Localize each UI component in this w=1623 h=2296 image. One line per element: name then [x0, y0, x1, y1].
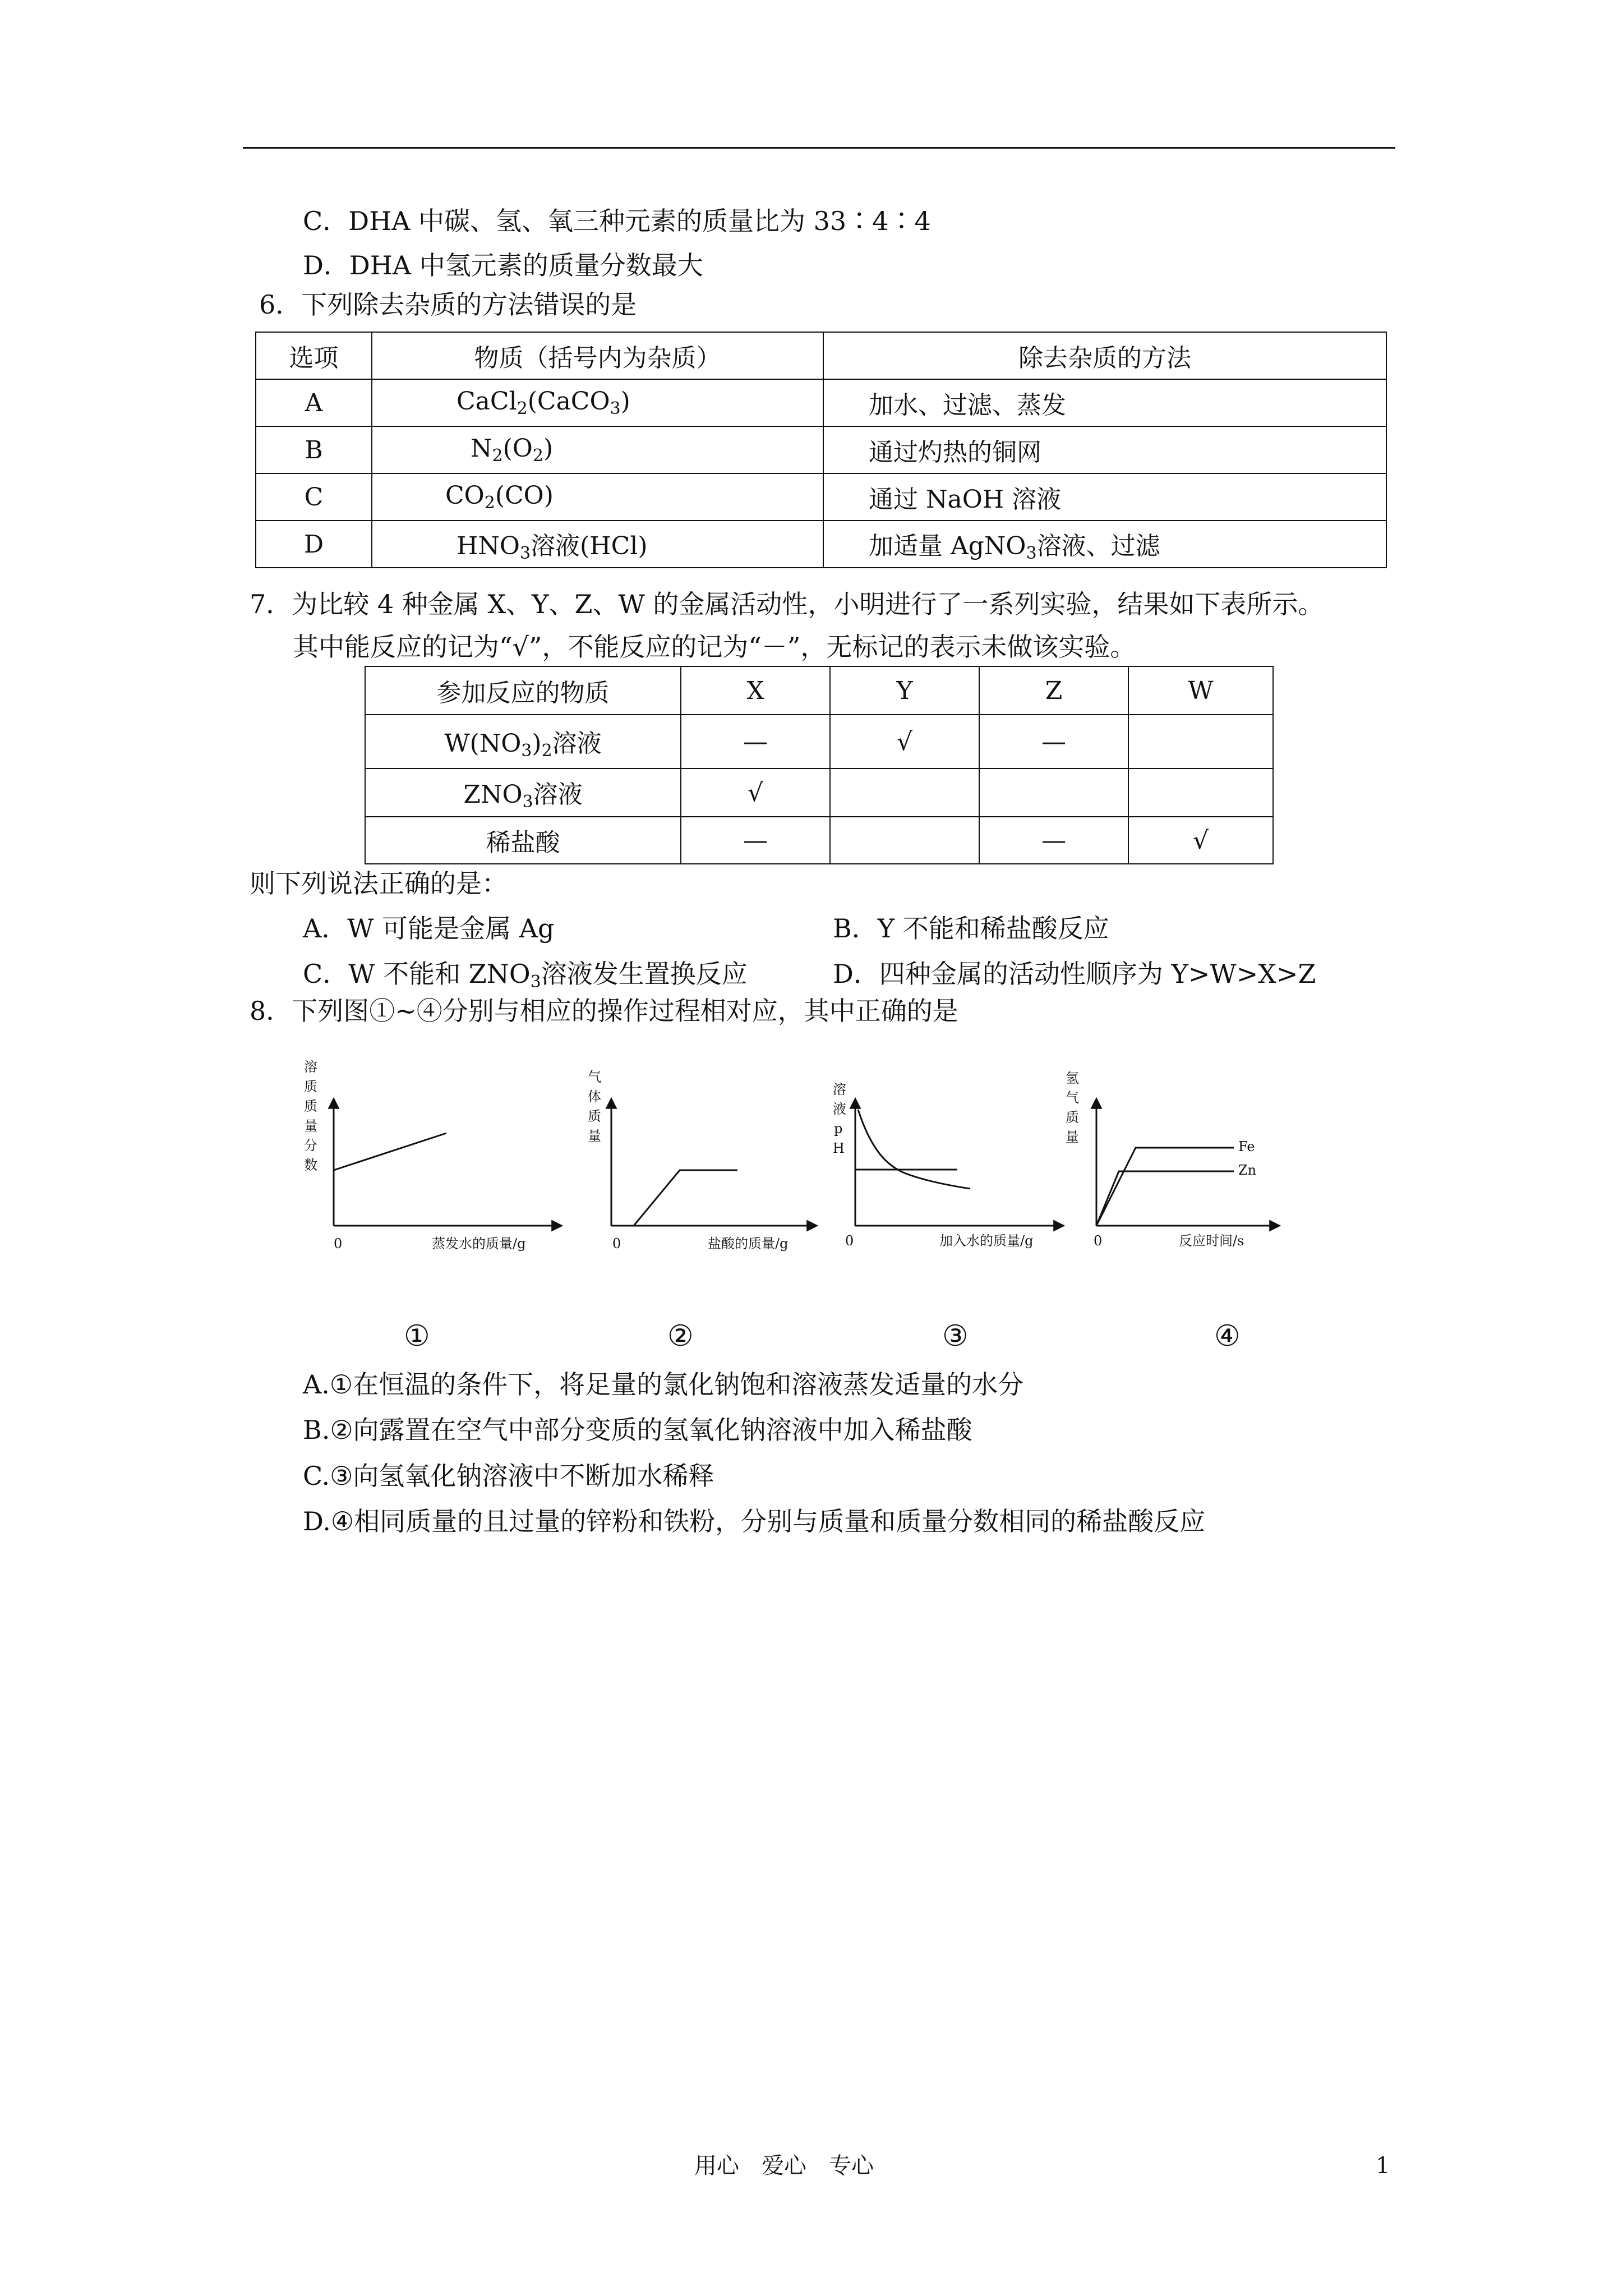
option-cell: A [256, 379, 372, 426]
y-axis-label [304, 1059, 317, 1173]
substance-cell: $N_2(O_2)$ [372, 426, 823, 473]
svg-text:气: 气 [588, 1069, 601, 1085]
method-cell: 通过灼热的铜网 [823, 426, 1386, 473]
result-cell [1128, 715, 1273, 769]
result-cell: — [681, 715, 830, 769]
chart-2-number: ② [667, 1319, 694, 1353]
origin-label: 0 [334, 1236, 343, 1251]
table-header-row [256, 332, 1386, 379]
q5-option-d: D．DHA 中氢元素的质量分数最大 [303, 250, 703, 280]
series-line [334, 1133, 446, 1170]
table-header: 参加反应的物质 [365, 666, 681, 715]
table-row [365, 817, 1273, 864]
y-axis-label [833, 1082, 846, 1156]
x-axis-label: 盐酸的质量/g [708, 1236, 789, 1251]
chart-4 [1054, 1055, 1290, 1262]
table-header: 除去杂质的方法 [823, 332, 1386, 379]
y-axis-label [1066, 1070, 1079, 1145]
table-header: 物质（括号内为杂质） [372, 332, 823, 379]
svg-text:量: 量 [1066, 1129, 1079, 1145]
table-row [256, 379, 1386, 426]
substance-cell: $HNO_3$溶液(HCl) [372, 521, 823, 568]
chart-4-number: ④ [1214, 1319, 1241, 1353]
chart-1-number: ① [404, 1319, 430, 1353]
x-axis-label: 蒸发水的质量/g [432, 1236, 526, 1251]
reagent-cell: $ZNO_3$溶液 [365, 769, 681, 817]
series-line [611, 1170, 737, 1226]
q6-table [255, 332, 1387, 568]
result-cell [979, 769, 1128, 817]
result-cell: √ [1128, 817, 1273, 864]
svg-text:质: 质 [1066, 1110, 1079, 1125]
result-cell [1128, 769, 1273, 817]
q7-stem-line2: 其中能反应的记为“√”，不能反应的记为“－”，无标记的表示未做该实验。 [293, 632, 1136, 662]
option-cell: B [256, 426, 372, 473]
svg-text:溶: 溶 [833, 1082, 846, 1097]
svg-text:质: 质 [588, 1108, 601, 1124]
svg-text:质: 质 [304, 1079, 317, 1094]
option-cell: D [256, 521, 372, 568]
x-axis-label: 反应时间/s [1179, 1233, 1244, 1249]
table-row [365, 769, 1273, 817]
series-line-zn [1096, 1171, 1234, 1226]
q7-option-c: C．W 不能和 $ZNO_3$溶液发生置换反应 [303, 959, 748, 992]
svg-text:气: 气 [1066, 1090, 1079, 1106]
series-label-zn: Zn [1238, 1162, 1257, 1178]
result-cell: √ [681, 769, 830, 817]
q8-option-d: D.④相同质量的且过量的锌粉和铁粉，分别与质量和质量分数相同的稀盐酸反应 [303, 1506, 1206, 1536]
result-cell [830, 769, 979, 817]
q5-option-c: C．DHA 中碳、氢、氧三种元素的质量比为 33∶4∶4 [303, 206, 931, 236]
svg-text:H: H [833, 1140, 845, 1156]
chart-1 [292, 1055, 572, 1262]
table-row [365, 715, 1273, 769]
result-cell: — [979, 817, 1128, 864]
q7-option-b: B．Y 不能和稀盐酸反应 [833, 913, 1109, 944]
origin-label: 0 [845, 1233, 854, 1249]
method-cell: 加水、过滤、蒸发 [823, 379, 1386, 426]
svg-text:量: 量 [304, 1118, 317, 1134]
q7-conclusion: 则下列说法正确的是： [250, 868, 508, 899]
chart-3-number: ③ [942, 1319, 969, 1353]
substance-cell: CaCl$_2$(CaCO$_3$) [372, 379, 823, 426]
svg-text:量: 量 [588, 1128, 601, 1144]
svg-text:数: 数 [304, 1157, 317, 1173]
table-row [256, 521, 1386, 568]
svg-text:p: p [834, 1121, 843, 1137]
q8-option-b: B.②向露置在空气中部分变质的氢氧化钠溶液中加入稀盐酸 [303, 1415, 972, 1445]
svg-text:分: 分 [304, 1138, 317, 1153]
table-header: X [681, 666, 830, 715]
q8-option-c: C.③向氢氧化钠溶液中不断加水稀释 [303, 1461, 714, 1491]
substance-cell: $CO_2(CO)$ [372, 473, 823, 521]
table-header: 选项 [256, 332, 372, 379]
svg-text:体: 体 [588, 1089, 601, 1105]
svg-text:质: 质 [304, 1098, 317, 1114]
table-row [256, 473, 1386, 521]
x-axis-label: 加入水的质量/g [939, 1233, 1034, 1249]
series-label-fe: Fe [1238, 1139, 1255, 1154]
table-row [256, 426, 1386, 473]
method-cell: 加适量 AgNO$_3$溶液、过滤 [823, 521, 1386, 568]
result-cell [830, 817, 979, 864]
q7-option-a: A．W 可能是金属 Ag [303, 913, 555, 944]
header-rule [243, 147, 1395, 149]
chart-3 [827, 1055, 1074, 1262]
chart-2 [566, 1055, 824, 1262]
series-line-fe [1096, 1148, 1234, 1226]
result-cell: — [681, 817, 830, 864]
table-header: Z [979, 666, 1128, 715]
svg-text:液: 液 [833, 1101, 846, 1117]
method-cell: 通过 NaOH 溶液 [823, 473, 1386, 521]
reagent-cell: 稀盐酸 [365, 817, 681, 864]
q7-table [365, 666, 1274, 864]
q7-option-d: D．四种金属的活动性顺序为 Y>W>X>Z [833, 959, 1316, 989]
result-cell: — [979, 715, 1128, 769]
option-cell: C [256, 473, 372, 521]
table-header: Y [830, 666, 979, 715]
page-number: 1 [1376, 2153, 1390, 2179]
q8-stem: 8．下列图①~④分别与相应的操作过程相对应，其中正确的是 [250, 996, 958, 1026]
svg-text:氢: 氢 [1066, 1070, 1079, 1086]
y-axis-label [588, 1069, 601, 1144]
table-header-row [365, 666, 1273, 715]
origin-label: 0 [612, 1236, 621, 1251]
series-curve [858, 1110, 970, 1189]
origin-label: 0 [1094, 1233, 1103, 1249]
svg-text:溶: 溶 [304, 1059, 317, 1075]
reagent-cell: $W(NO_3)_2$溶液 [365, 715, 681, 769]
table-header: W [1128, 666, 1273, 715]
footer-motto: 用心 爱心 专心 [694, 2153, 874, 2179]
q7-stem-line1: 7．为比较 4 种金属 X、Y、Z、W 的金属活动性，小明进行了一系列实验，结果如下表所示。 [250, 589, 1324, 619]
q8-option-a: A.①在恒温的条件下，将足量的氯化钠饱和溶液蒸发适量的水分 [303, 1369, 1024, 1400]
result-cell: √ [830, 715, 979, 769]
q6-stem: 6．下列除去杂质的方法错误的是 [259, 289, 637, 320]
